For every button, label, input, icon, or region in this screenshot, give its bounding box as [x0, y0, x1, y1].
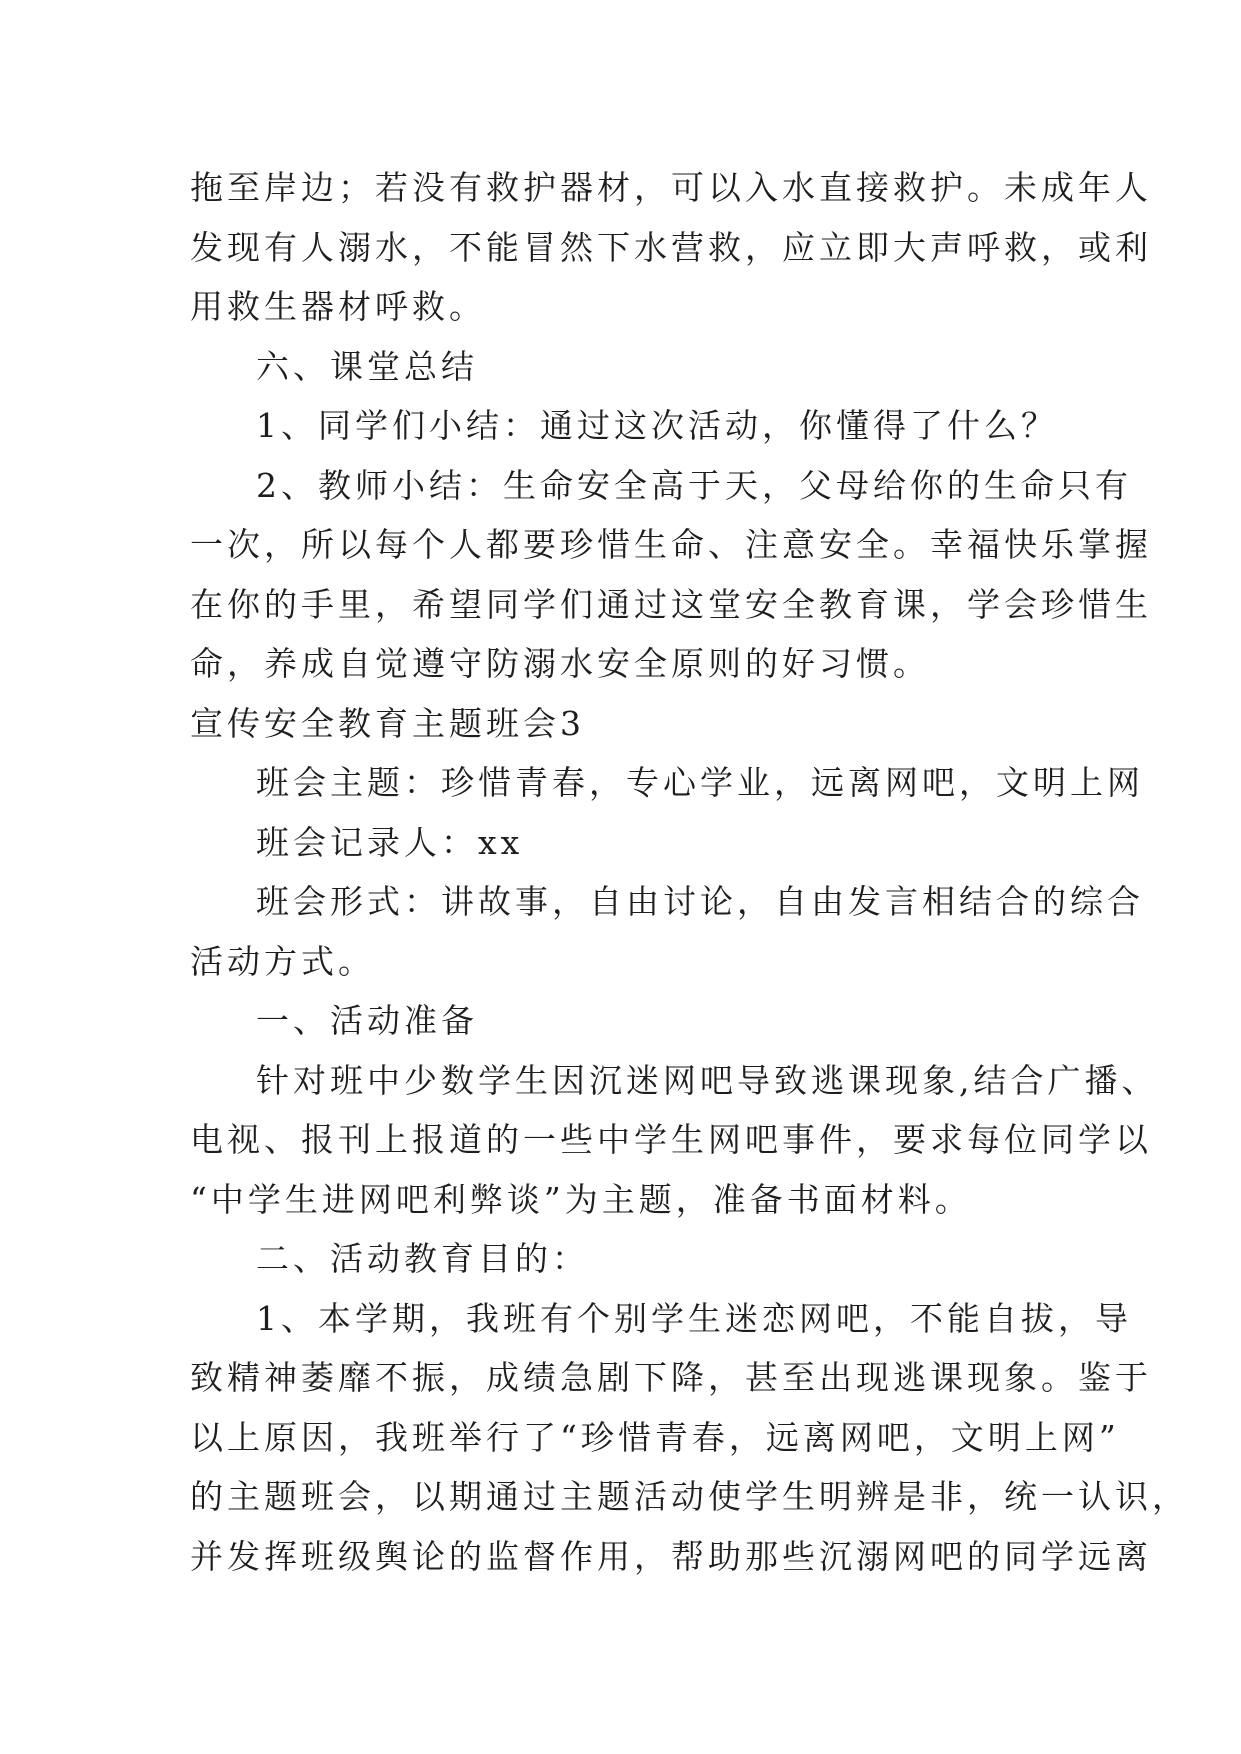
- text-line: 班会主题：珍惜青春，专心学业，远离网吧，文明上网: [256, 763, 1144, 802]
- text-line: 电视、报刊上报道的一些中学生网吧事件，要求每位同学以: [190, 1120, 1152, 1159]
- text-line: 1、同学们小结：通过这次活动，你懂得了什么？: [256, 406, 1058, 445]
- section-heading: 二、活动教育目的：: [256, 1239, 589, 1278]
- text-line: 2、教师小结：生命安全高于天，父母给你的生命只有: [256, 465, 1132, 505]
- text-line: 致精神萎靡不振，成绩急剧下降，甚至出现逃课现象。鉴于: [190, 1358, 1152, 1397]
- text-line: 命，养成自觉遵守防溺水安全原则的好习惯。: [190, 644, 930, 683]
- text-line: 班会记录人：xx: [256, 822, 524, 862]
- document-body: [190, 158, 1189, 1586]
- text-line: 拖至岸边；若没有救护器材，可以入水直接救护。未成年人: [190, 168, 1152, 207]
- text-line: 班会形式：讲故事，自由讨论，自由发言相结合的综合: [256, 882, 1144, 921]
- text-line: 发现有人溺水，不能冒然下水营救，应立即大声呼救，或利: [190, 227, 1152, 267]
- section-heading: 六、课堂总结: [256, 346, 478, 386]
- text-line: 1、本学期，我班有个别学生迷恋网吧，不能自拔，导: [256, 1298, 1132, 1338]
- text-line: 活动方式。: [190, 941, 375, 981]
- text-line: 一次，所以每个人都要珍惜生命、注意安全。幸福快乐掌握: [190, 525, 1152, 564]
- text-line: 针对班中少数学生因沉迷网吧导致逃课现象,结合广播、: [256, 1060, 1159, 1100]
- text-line: 的主题班会，以期通过主题活动使学生明辨是非，统一认识，: [190, 1477, 1189, 1516]
- text-line: 并发挥班级舆论的监督作用，帮助那些沉溺网吧的同学远离: [190, 1536, 1152, 1576]
- section-heading: 一、活动准备: [256, 1001, 478, 1040]
- document-title: 宣传安全教育主题班会3: [190, 703, 585, 743]
- text-line: 在你的手里，希望同学们通过这堂安全教育课，学会珍惜生: [190, 584, 1152, 624]
- text-line: 以上原因，我班举行了“珍惜青春，远离网吧，文明上网”: [190, 1417, 1120, 1457]
- text-line: 用救生器材呼救。: [190, 287, 486, 326]
- text-line: “中学生进网吧利弊谈”为主题，准备书面材料。: [190, 1179, 972, 1219]
